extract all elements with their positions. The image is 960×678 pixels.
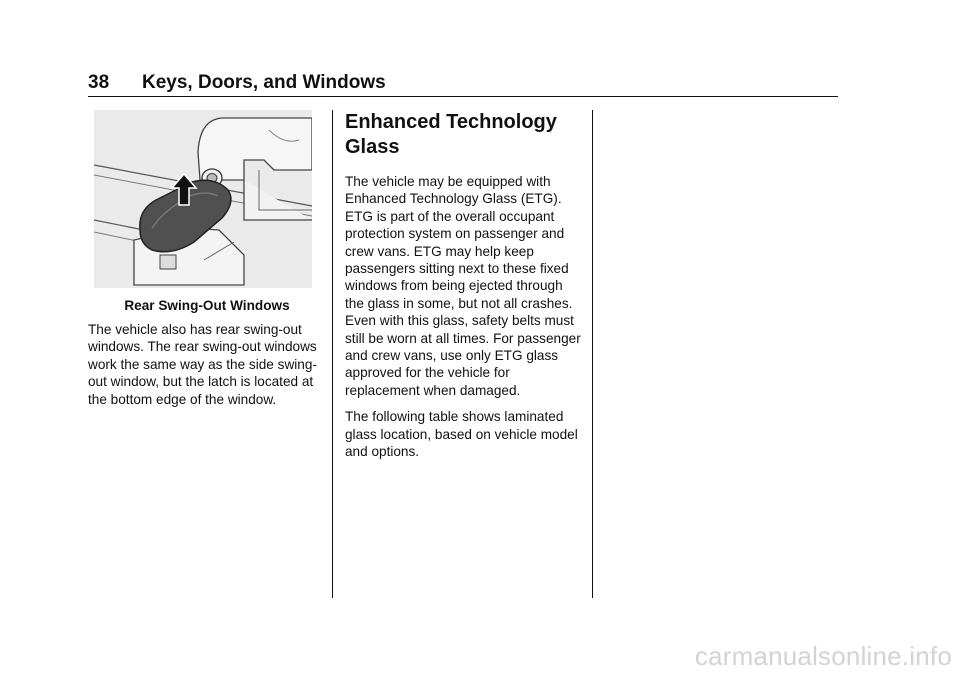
body-paragraph: The following table shows laminated glass location, based on vehicle model and options. [345, 409, 578, 460]
figure-caption: Rear Swing-Out Windows [124, 298, 290, 313]
rear-swing-out-window-latch-illustration [94, 110, 312, 288]
body-paragraph: The vehicle also has rear swing-out windows. The rear swing-out windows work the same way as the side swing-out window, but the latch is located at the bottom edge of the window. [88, 322, 317, 407]
chapter-title: Keys, Doors, and Windows [142, 72, 386, 93]
page-header [88, 70, 838, 97]
column-divider-right [592, 110, 593, 598]
body-paragraph: The vehicle may be equipped with Enhanced Technology Glass (ETG). ETG is part of the overall occupant protection system on passenger and crew vans. ETG may help keep passengers sitting next to these fixed windows from being ejected through the glass in some, but not all crashes. Even with this glass, safety belts must still be worn at all times. For passenger and crew vans, use only ETG glass approved for the vehicle for replacement when damaged. [345, 174, 581, 398]
watermark: carmanualsonline.info [694, 641, 952, 671]
left-column [88, 110, 320, 408]
middle-column [345, 110, 581, 461]
section-heading: Enhanced Technology Glass [345, 111, 557, 158]
column-divider-left [332, 110, 333, 598]
page-number: 38 [88, 72, 110, 93]
